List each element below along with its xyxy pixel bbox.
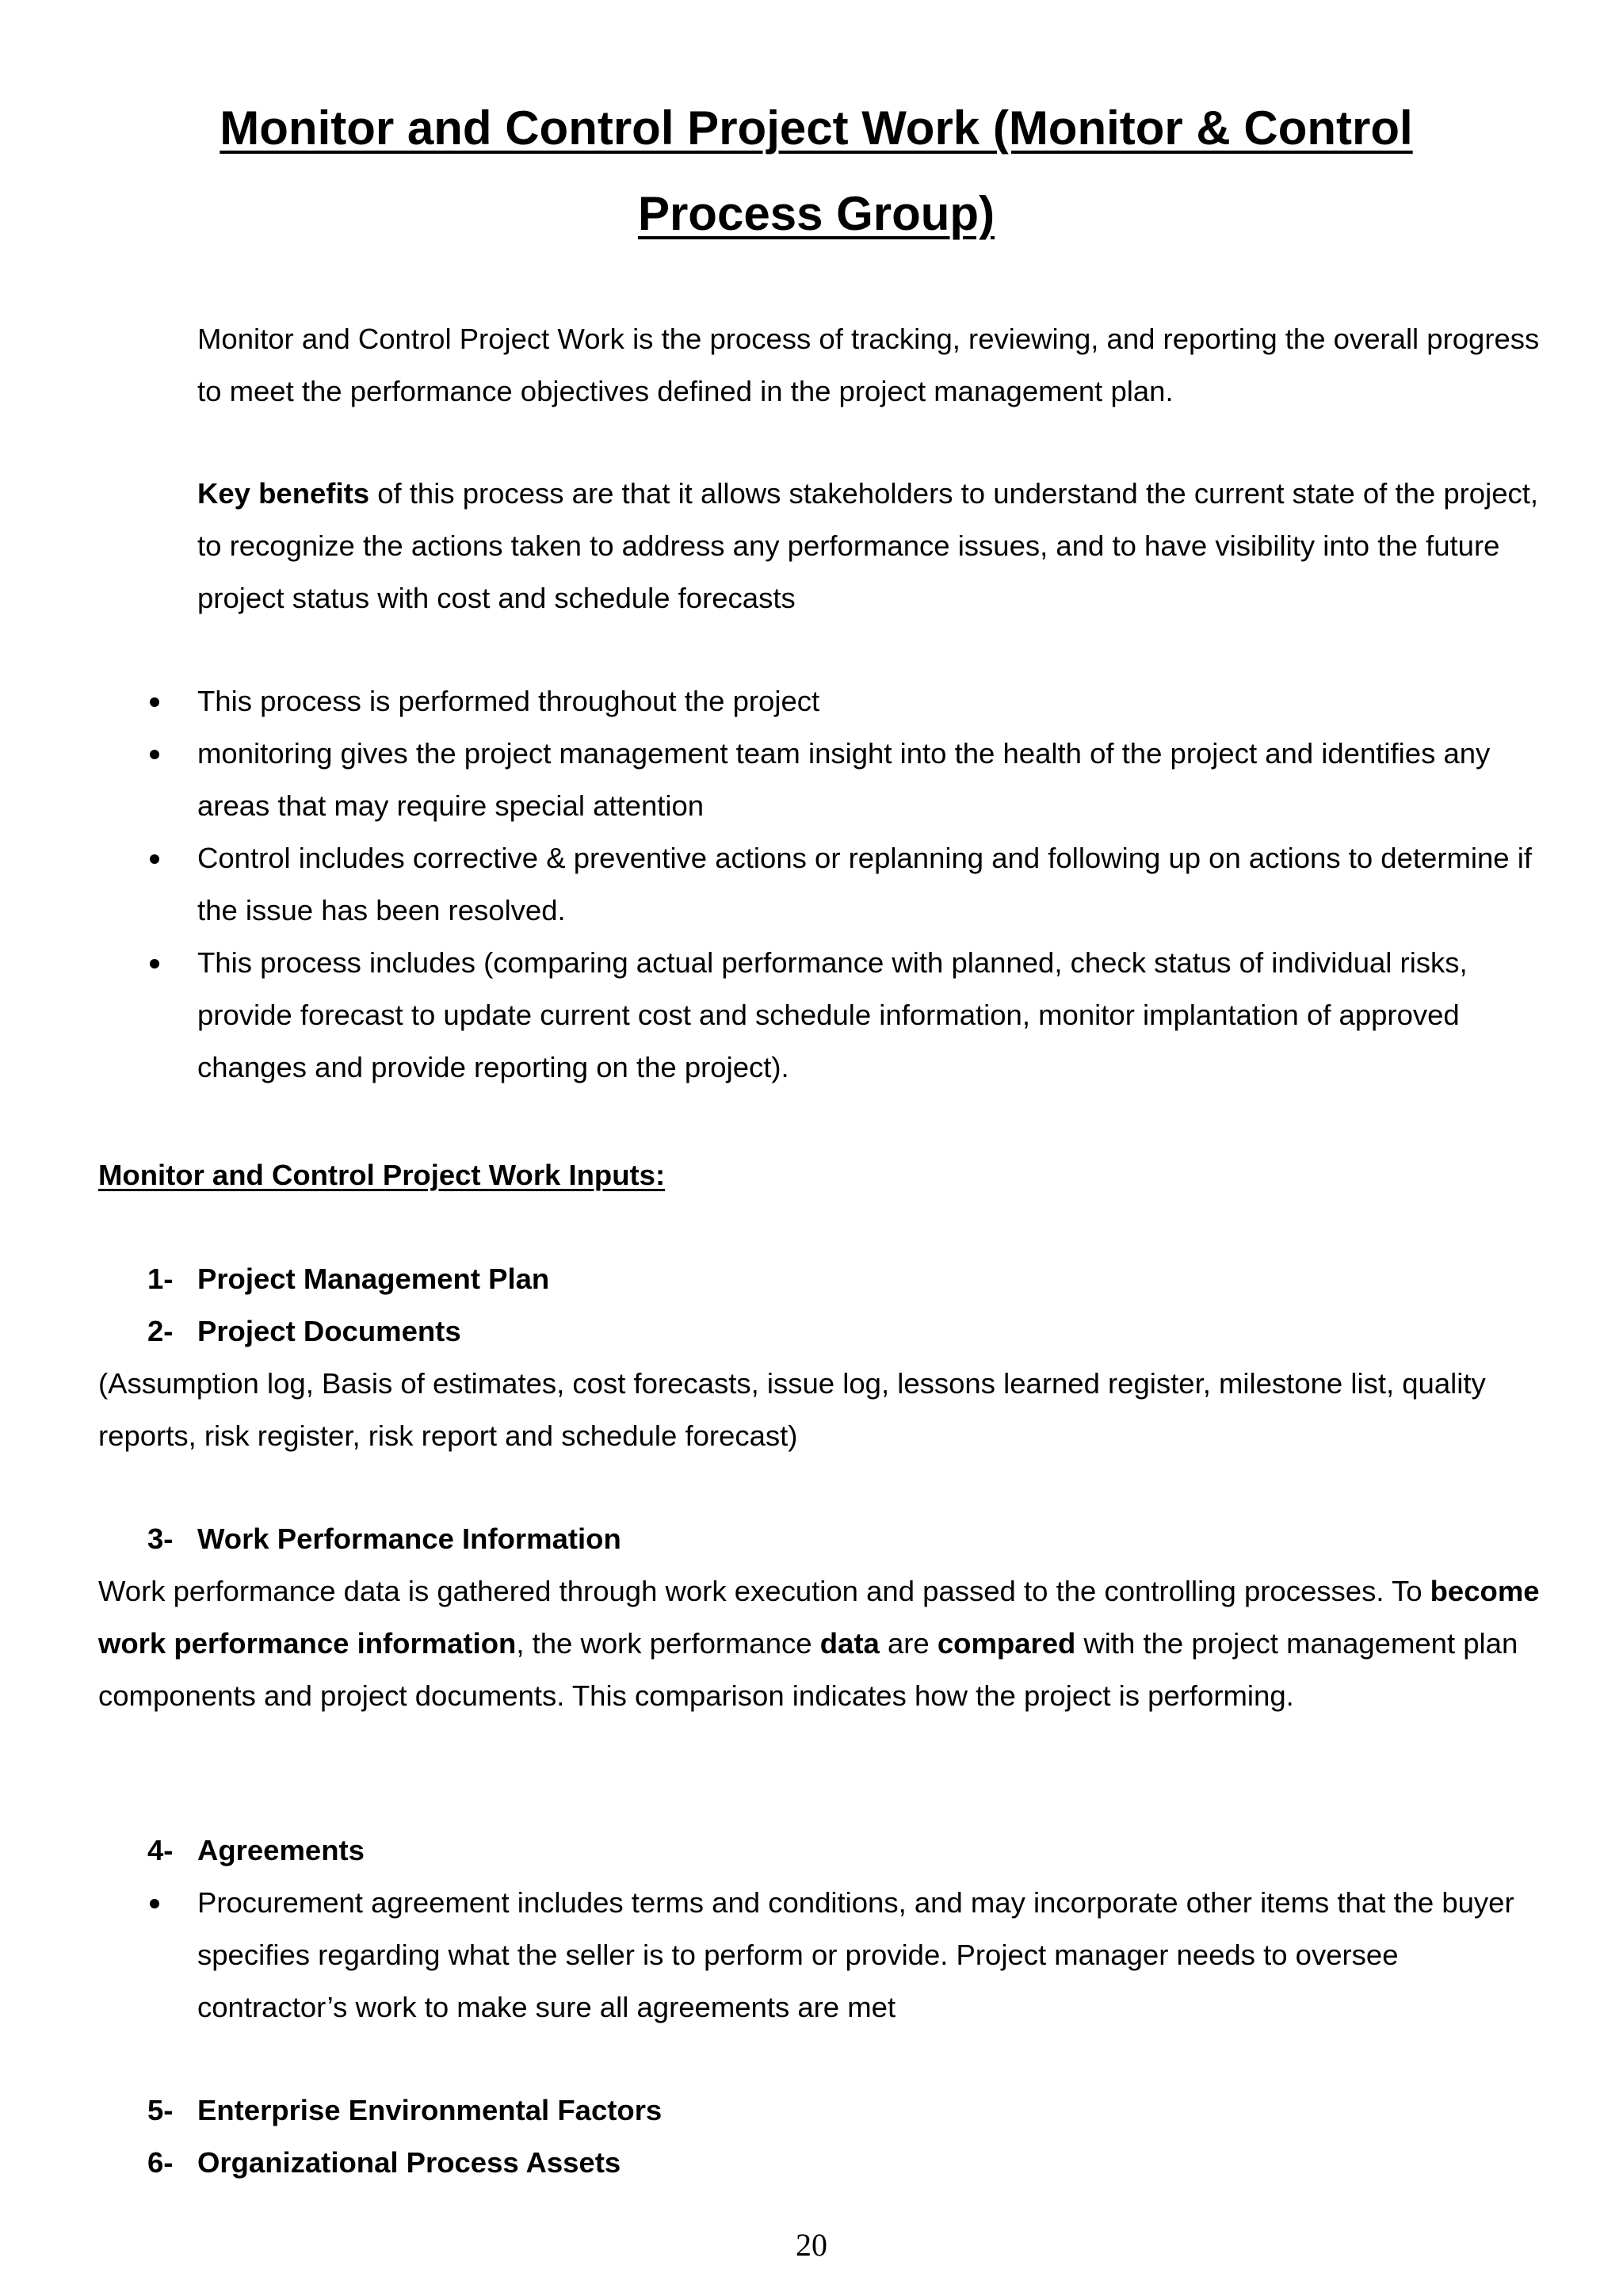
- item-label: Project Management Plan: [197, 1263, 550, 1295]
- input-item-work-performance-information: [147, 1513, 621, 1565]
- list-item: [197, 832, 1545, 937]
- page-title: Monitor and Control Project Work (Monitor & Control Process Group): [220, 101, 1413, 240]
- bullet-dot-icon: [150, 1899, 159, 1908]
- agreements-bullet-list: [197, 1877, 1545, 2034]
- bullet-text: monitoring gives the project management team insight into the health of the project and identifies any areas that may require special attention: [197, 737, 1491, 822]
- wpi-text: are: [879, 1627, 938, 1660]
- bullet-text: Control includes corrective & preventive actions or replanning and following up on actions to determine if the issue has been resolved.: [197, 842, 1532, 926]
- wpi-bold: compared: [937, 1627, 1076, 1660]
- input-item-project-documents: [147, 1305, 461, 1358]
- process-bullet-list: [197, 675, 1545, 1094]
- wpi-text: Work performance data is gathered through work execution and passed to the controlling processes. To: [98, 1575, 1430, 1607]
- work-performance-paragraph: [98, 1565, 1556, 1722]
- input-item-project-management-plan: [147, 1253, 549, 1305]
- item-number: 4-: [147, 1834, 174, 1866]
- item-label: Agreements: [197, 1834, 365, 1866]
- definition-paragraph: Monitor and Control Project Work is the process of tracking, reviewing, and reporting the overall progress to meet the performance objectives defined in the project management plan.: [197, 323, 1540, 407]
- input-item-organizational-process-assets: [147, 2137, 621, 2189]
- list-item: [197, 728, 1545, 832]
- input-item-agreements: [147, 1824, 365, 1877]
- item-number: 5-: [147, 2094, 174, 2126]
- list-item: [197, 675, 1545, 728]
- input-item-enterprise-environmental-factors: [147, 2084, 662, 2137]
- inputs-heading: Monitor and Control Project Work Inputs:: [98, 1159, 666, 1191]
- item-label: Project Documents: [197, 1315, 461, 1347]
- list-item: [197, 937, 1545, 1094]
- bullet-text: Procurement agreement includes terms and conditions, and may incorporate other items that the buyer specifies regarding what the seller is to perform or provide. Project manager needs to oversee contractor’s work to make sure all agreements are met: [197, 1886, 1514, 2023]
- bullet-text: This process includes (comparing actual performance with planned, check status of individual risks, provide forecast to update current cost and schedule information, monitor implantation of approved changes and provide reporting on the project).: [197, 946, 1468, 1083]
- item-number: 2-: [147, 1315, 174, 1347]
- bullet-dot-icon: [150, 697, 159, 707]
- bullet-dot-icon: [150, 750, 159, 759]
- key-benefits-label: Key benefits: [197, 477, 370, 510]
- item-label: Organizational Process Assets: [197, 2146, 621, 2179]
- item-number: 1-: [147, 1263, 174, 1295]
- wpi-bold: data: [819, 1627, 880, 1660]
- key-benefits-paragraph: [197, 468, 1545, 625]
- wpi-bold: become work performance information: [98, 1575, 1540, 1660]
- bullet-dot-icon: [150, 959, 159, 968]
- bullet-text: This process is performed throughout the project: [197, 685, 820, 717]
- item-label: Enterprise Environmental Factors: [197, 2094, 663, 2126]
- item-label: Work Performance Information: [197, 1522, 621, 1555]
- item-number: 3-: [147, 1522, 174, 1555]
- page-number: 20: [796, 2227, 827, 2263]
- bullet-dot-icon: [150, 854, 159, 864]
- key-benefits-text: of this process are that it allows stakeholders to understand the current state of the project, to recognize the actions taken to address any performance issues, and to have visibility into the future project status with cost and schedule forecasts: [197, 477, 1539, 614]
- list-item: [197, 1877, 1545, 2034]
- wpi-text: with the project management plan components and project documents. This comparison indicates how the project is performing.: [98, 1627, 1518, 1712]
- wpi-text: , the work performance: [516, 1627, 820, 1660]
- item-number: 6-: [147, 2146, 174, 2179]
- project-documents-detail: (Assumption log, Basis of estimates, cost forecasts, issue log, lessons learned register, milestone list, quality reports, risk register, risk report and schedule forecast): [98, 1367, 1486, 1452]
